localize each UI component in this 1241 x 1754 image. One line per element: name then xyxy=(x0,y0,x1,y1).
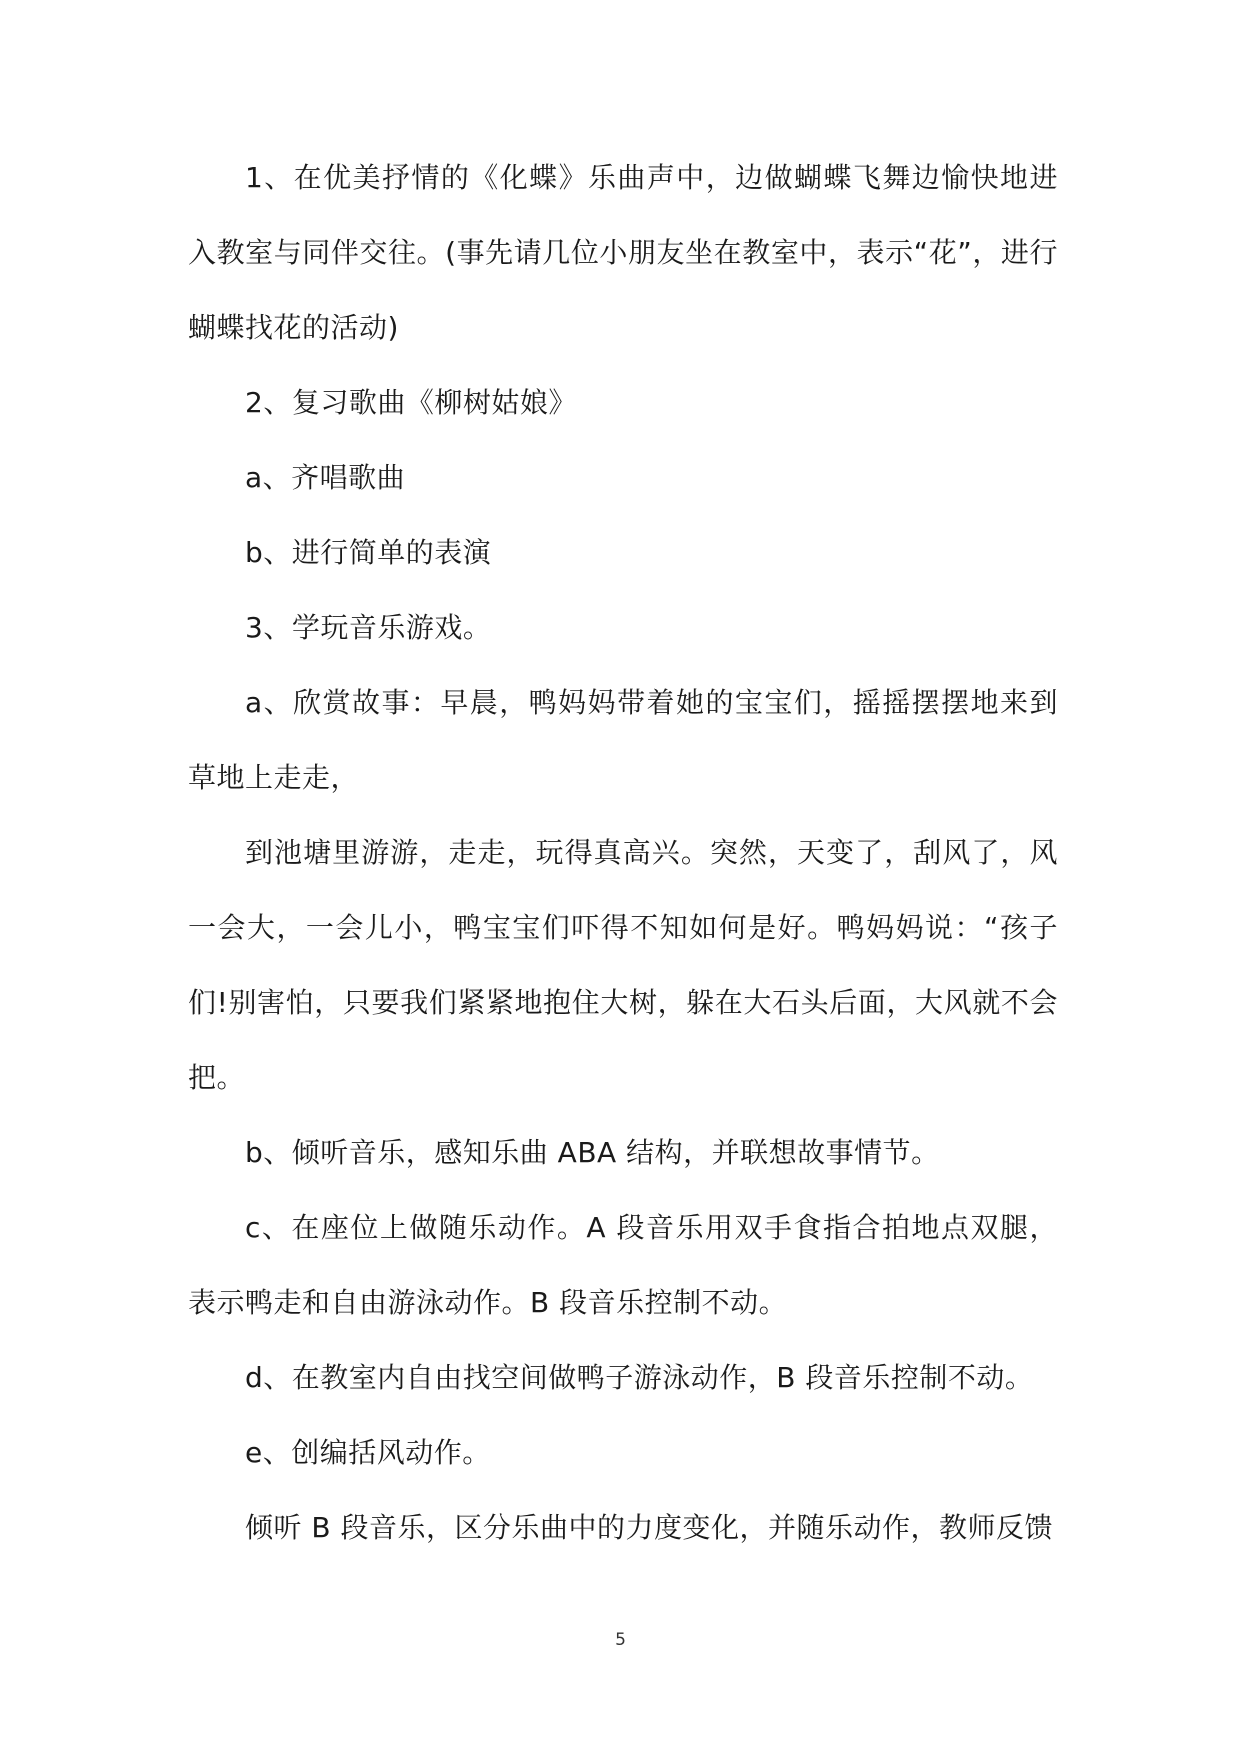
paragraph-step-1: 1、在优美抒情的《化蝶》乐曲声中，边做蝴蝶飞舞边愉快地进入教室与同伴交往。(事先请几位小朋友坐在教室中，表示“花”，进行蝴蝶找花的活动) xyxy=(188,161,1058,344)
paragraph-step-3: 3、学玩音乐游戏。 xyxy=(245,611,492,644)
paragraph-step-2: 2、复习歌曲《柳树姑娘》 xyxy=(245,386,577,419)
paragraph-story: 到池塘里游游，走走，玩得真高兴。突然，天变了，刮风了，风一会大，一会儿小，鸭宝宝们吓得不知如何是好。鸭妈妈说：“孩子们!别害怕，只要我们紧紧地抱住大树，躲在大石头后面，大风就不会把。 xyxy=(188,836,1058,1094)
document-body xyxy=(188,140,1058,1565)
paragraph-step-3b: b、倾听音乐，感知乐曲 ABA 结构，并联想故事情节。 xyxy=(245,1136,940,1169)
paragraph-step-3d: d、在教室内自由找空间做鸭子游泳动作，B 段音乐控制不动。 xyxy=(245,1361,1034,1394)
paragraph-step-3a: a、欣赏故事：早晨，鸭妈妈带着她的宝宝们，摇摇摆摆地来到草地上走走， xyxy=(188,686,1058,794)
paragraph-step-3e: e、创编括风动作。 xyxy=(245,1436,491,1469)
page-number: 5 xyxy=(615,1630,626,1650)
paragraph-step-2a: a、齐唱歌曲 xyxy=(245,461,406,494)
paragraph-step-2b: b、进行简单的表演 xyxy=(245,536,492,569)
paragraph-step-3c: c、在座位上做随乐动作。A 段音乐用双手食指合拍地点双腿，表示鸭走和自由游泳动作。B 段音乐控制不动。 xyxy=(188,1211,1058,1319)
paragraph-listen-b: 倾听 B 段音乐，区分乐曲中的力度变化，并随乐动作，教师反馈 xyxy=(245,1511,1054,1544)
